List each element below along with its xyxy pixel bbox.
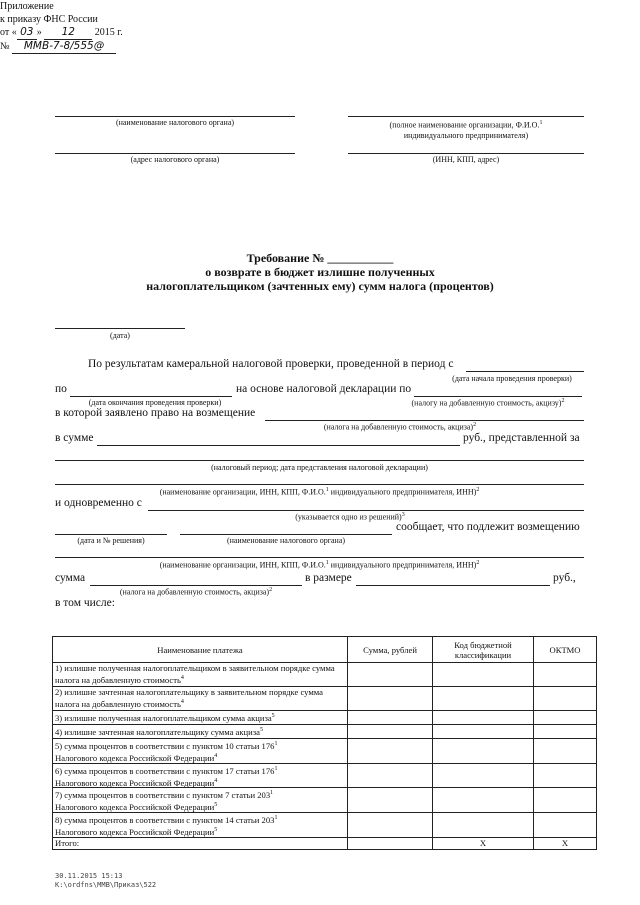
- authority-line: [180, 534, 392, 535]
- org-name-line: [348, 116, 584, 117]
- inn-line: [348, 153, 584, 154]
- sum-cell: [348, 663, 433, 687]
- oktmo-cell: [534, 788, 597, 813]
- sum-cell: [348, 739, 433, 764]
- text-including: в том числе:: [55, 597, 115, 609]
- table-row: [53, 788, 597, 813]
- kbk-cell: [433, 663, 534, 687]
- oktmo-cell: [534, 711, 597, 725]
- payment-name: 2) излишне зачтенная налогоплательщику в заявительном порядке сумма налога на добавленную стоимость$^4$: [53, 687, 348, 711]
- table-row: [53, 725, 597, 739]
- footer-stamp: [55, 872, 156, 890]
- amount-tax-caption: (налога на добавленную стоимость, акциза)$^2$: [119, 587, 273, 597]
- appendix-title: Приложение: [0, 1, 54, 12]
- payment-name: 7) сумма процентов в соответствии с пунктом 7 статьи $203^1$ Налогового кодекса Российской Федерации$^5$: [53, 788, 348, 813]
- oktmo-cell: [534, 739, 597, 764]
- table-total-row: [53, 837, 597, 849]
- decision-type-line: [148, 510, 584, 511]
- handwritten-month: 12: [44, 26, 92, 40]
- kbk-cell: [433, 739, 534, 764]
- text-in-amount: в сумме: [55, 432, 94, 444]
- text-inspection-period: По результатам камеральной налоговой проверки, проведенной в период с: [88, 358, 454, 370]
- doc-title-number: Требование № ___________: [246, 251, 394, 265]
- org-name-caption: (полное наименование организации, Ф.И.О.$^1$ индивидуального предпринимателя): [389, 120, 543, 140]
- oktmo-cell: [534, 687, 597, 711]
- text-refund-right: в которой заявлено право на возмещение: [55, 407, 256, 419]
- payment-name: 4) излишне зачтенная налогоплательщику сумма акциза$^5$: [53, 725, 348, 739]
- col-header-sum: Сумма, рублей: [348, 637, 433, 663]
- kbk-cell: [433, 788, 534, 813]
- text-informs: сообщает, что подлежит возмещению: [396, 521, 580, 533]
- text-simultaneously: и одновременно с: [55, 497, 142, 509]
- refund-tax-caption: (налога на добавленную стоимость, акциза)$^2$: [323, 422, 477, 432]
- payment-name: 8) сумма процентов в соответствии с пунктом 14 статьи $203^1$ Налогового кодекса Российской Федерации$^5$: [53, 813, 348, 838]
- decision-type-caption: (указывается одно из решений)$^3$: [295, 512, 405, 522]
- end-date-caption: (дата окончания проведения проверки): [88, 398, 222, 407]
- total-sum-cell: [348, 837, 433, 849]
- total-oktmo-cell: Х: [534, 837, 597, 849]
- appendix-order: к приказу ФНС России: [0, 14, 98, 25]
- text-rub-submitted: руб., представленной за: [463, 432, 580, 444]
- payment-name: 5) сумма процентов в соответствии с пунктом 10 статьи $176^1$ Налогового кодекса Российской Федерации$^4$: [53, 739, 348, 764]
- org2-caption: (наименование организации, ИНН, КПП, Ф.И.О.$^1$ индивидуального предпринимателя, ИНН)$^2$: [159, 560, 480, 570]
- sum-cell: [348, 763, 433, 788]
- sum-cell: [348, 813, 433, 838]
- payment-name: 1) излишне полученная налогоплательщиком в заявительном порядке сумма налога на добавленную стоимость$^4$: [53, 663, 348, 687]
- oktmo-cell: [534, 763, 597, 788]
- total-label: Итого:: [53, 837, 348, 849]
- oktmo-cell: [534, 725, 597, 739]
- appendix-number: № ММВ-7-8/555@: [0, 40, 640, 54]
- table-row: [53, 739, 597, 764]
- oktmo-cell: [534, 813, 597, 838]
- start-date-caption: (дата начала проведения проверки): [452, 374, 572, 383]
- total-kbk-cell: Х: [433, 837, 534, 849]
- table-row: [53, 711, 597, 725]
- authority-caption: (наименование налогового органа): [226, 536, 346, 545]
- tax-line: [414, 396, 582, 397]
- size-line: [356, 585, 550, 586]
- handwritten-order-number: ММВ-7-8/555@: [12, 40, 116, 54]
- start-date-line: [466, 371, 584, 372]
- text-rub: руб.,: [553, 572, 576, 584]
- sum-cell: [348, 711, 433, 725]
- amount-tax-line: [90, 585, 302, 586]
- kbk-cell: [433, 813, 534, 838]
- appendix-block: [0, 0, 640, 54]
- date-line: [55, 328, 185, 329]
- text-declaration: на основе налоговой декларации по: [236, 383, 412, 395]
- footer-timestamp: 30.11.2015 15:13: [55, 872, 123, 880]
- text-in-size: в размере: [305, 572, 352, 584]
- amount-line: [97, 445, 460, 446]
- org2-line: [55, 557, 584, 558]
- footer-path: К:\ordfns\ММВ\Приказ\522: [55, 881, 157, 889]
- table-header-row: [53, 637, 597, 663]
- payments-table: [52, 636, 597, 850]
- table-row: [53, 663, 597, 687]
- org1-caption: (наименование организации, ИНН, КПП, Ф.И.О.$^1$ индивидуального предпринимателя, ИНН)$^2$: [159, 487, 480, 497]
- col-header-oktmo: ОКТМО: [534, 637, 597, 663]
- payment-name: 6) сумма процентов в соответствии с пунктом 17 статьи $176^1$ Налогового кодекса Российской Федерации$^4$: [53, 763, 348, 788]
- decision-date-line: [55, 534, 167, 535]
- table-row: [53, 687, 597, 711]
- tax-authority-address-caption: (адрес налогового органа): [130, 155, 220, 164]
- date-caption: (дата): [110, 331, 130, 340]
- sum-cell: [348, 687, 433, 711]
- tax-caption: (налогу на добавленную стоимость, акцизу)$^2$: [411, 398, 565, 408]
- inn-caption: (ИНН, КПП, адрес): [432, 155, 500, 164]
- kbk-cell: [433, 687, 534, 711]
- doc-title-line2: о возврате в бюджет излишне полученных: [205, 265, 435, 279]
- appendix-date: от « 03 » 12 2015 г.: [0, 26, 123, 38]
- table-row: [53, 763, 597, 788]
- decision-date-caption: (дата и № решения): [77, 536, 145, 545]
- tax-authority-address-line: [55, 153, 295, 154]
- org1-line: [55, 484, 584, 485]
- kbk-cell: [433, 711, 534, 725]
- oktmo-cell: [534, 663, 597, 687]
- sum-cell: [348, 725, 433, 739]
- tax-authority-name-line: [55, 116, 295, 117]
- period-line: [55, 460, 584, 461]
- col-header-payment: Наименование платежа: [53, 637, 348, 663]
- payment-name: 3) излишне полученная налогоплательщиком сумма акциза$^5$: [53, 711, 348, 725]
- text-po: по: [55, 383, 67, 395]
- doc-title-line3: налогоплательщиком (зачтенных ему) сумм налога (процентов): [146, 279, 494, 293]
- kbk-cell: [433, 763, 534, 788]
- sum-cell: [348, 788, 433, 813]
- handwritten-day: 03: [17, 26, 37, 40]
- tax-authority-name-caption: (наименование налогового органа): [115, 118, 235, 127]
- end-date-line: [70, 396, 232, 397]
- refund-tax-line: [265, 420, 584, 421]
- table-row: [53, 813, 597, 838]
- col-header-kbk: Код бюджетной классификации: [433, 637, 534, 663]
- text-amount: сумма: [55, 572, 86, 584]
- period-caption: (налоговый период; дата представления налоговой декларации): [211, 463, 428, 472]
- kbk-cell: [433, 725, 534, 739]
